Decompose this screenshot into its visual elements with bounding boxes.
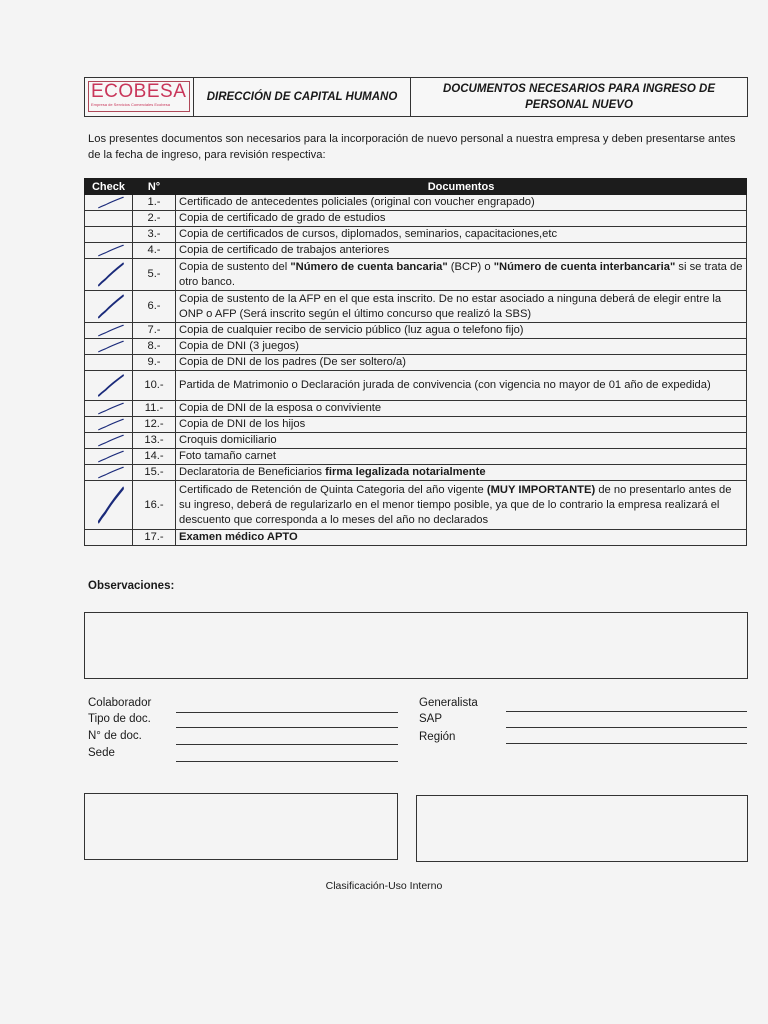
text: Copia de certificados de cursos, diplomados, seminarios, capacitaciones,etc — [179, 228, 558, 240]
handwritten-check-icon — [85, 433, 132, 448]
row-number: 9.- — [133, 355, 176, 371]
document-description — [176, 401, 747, 417]
table-row — [85, 355, 747, 371]
check-cell[interactable] — [85, 481, 133, 530]
check-cell[interactable] — [85, 465, 133, 481]
text: Copia de cualquier recibo de servicio público (luz agua o telefono fijo) — [179, 324, 524, 336]
check-cell[interactable] — [85, 417, 133, 433]
row-number: 7.- — [133, 323, 176, 339]
row-number: 10.- — [133, 371, 176, 401]
text: Copia de DNI de los padres (De ser soltero/a) — [179, 356, 406, 368]
check-cell[interactable] — [85, 323, 133, 339]
row-number: 11.- — [133, 401, 176, 417]
line-sede[interactable] — [176, 761, 398, 762]
document-description — [176, 291, 747, 323]
label-region: Región — [419, 731, 456, 743]
check-cell[interactable] — [85, 371, 133, 401]
document-description — [176, 195, 747, 211]
row-number: 3.- — [133, 227, 176, 243]
line-tipo-doc[interactable] — [176, 727, 398, 728]
row-number: 8.- — [133, 339, 176, 355]
label-colaborador: Colaborador — [88, 697, 152, 709]
handwritten-check-icon — [85, 339, 132, 354]
table-row — [85, 323, 747, 339]
row-number: 16.- — [133, 481, 176, 530]
table-row — [85, 259, 747, 291]
header-documents: Documentos — [176, 179, 747, 195]
check-cell[interactable] — [85, 355, 133, 371]
check-cell[interactable] — [85, 243, 133, 259]
table-row — [85, 433, 747, 449]
document-description — [176, 481, 747, 530]
text: Copia de DNI de los hijos — [179, 418, 306, 430]
logo-text: ECOBESA — [91, 81, 187, 102]
document-description — [176, 211, 747, 227]
table-row — [85, 417, 747, 433]
text: Certificado de antecedentes policiales (original con voucher engrapado) — [179, 196, 535, 208]
check-cell[interactable] — [85, 211, 133, 227]
bold-text: (MUY IMPORTANTE) — [486, 483, 596, 496]
row-number: 12.- — [133, 417, 176, 433]
document-description — [176, 339, 747, 355]
department-name: DIRECCIÓN DE CAPITAL HUMANO — [194, 78, 411, 116]
table-row — [85, 339, 747, 355]
table-row — [85, 371, 747, 401]
intro-paragraph: Los presentes documentos son necesarios para la incorporación de nuevo personal a nuestra empresa y deben presentarse antes de la fecha de ingreso, para revisión respectiva: — [88, 133, 736, 161]
handwritten-check-icon — [85, 323, 132, 338]
logo-subtext: Empresa de Servicios Comerciales Ecobesa — [91, 102, 170, 107]
handwritten-check-icon — [85, 195, 132, 210]
text: si se trata de otro banco. — [179, 260, 743, 288]
check-cell[interactable] — [85, 449, 133, 465]
line-sap[interactable] — [506, 727, 747, 728]
handwritten-check-icon — [85, 243, 132, 258]
document-description — [176, 417, 747, 433]
handwritten-check-icon — [85, 481, 132, 529]
signature-box-left[interactable] — [84, 793, 398, 860]
table-row — [85, 243, 747, 259]
document-description — [176, 323, 747, 339]
document-description — [176, 371, 747, 401]
row-number: 14.- — [133, 449, 176, 465]
label-sap: SAP — [419, 713, 443, 725]
signature-box-right[interactable] — [416, 795, 748, 862]
check-cell[interactable] — [85, 259, 133, 291]
handwritten-check-icon — [85, 291, 132, 322]
text: Certificado de Retención de Quinta Categoria del año vigente — [179, 483, 487, 496]
bold-text: Examen médico APTO — [179, 531, 298, 543]
table-row — [85, 195, 747, 211]
document-description — [176, 227, 747, 243]
handwritten-check-icon — [85, 259, 132, 290]
handwritten-check-icon — [85, 465, 132, 480]
header-number: N° — [133, 179, 176, 195]
text: Foto tamaño carnet — [179, 450, 277, 462]
row-number: 2.- — [133, 211, 176, 227]
line-colaborador[interactable] — [176, 712, 398, 713]
text: Copia de DNI de la esposa o conviviente — [179, 402, 382, 414]
table-row — [85, 227, 747, 243]
document-header — [84, 77, 748, 117]
row-number: 5.- — [133, 259, 176, 291]
line-region[interactable] — [506, 743, 747, 744]
check-cell[interactable] — [85, 339, 133, 355]
observations-label: Observaciones: — [88, 580, 175, 592]
line-num-doc[interactable] — [176, 744, 398, 745]
table-row — [85, 481, 747, 530]
label-tipo-doc: Tipo de doc. — [88, 713, 151, 725]
text: Declaratoria de Beneficiarios — [179, 466, 326, 478]
handwritten-check-icon — [85, 417, 132, 432]
document-description — [176, 530, 747, 546]
text: Copia de sustento de la AFP en el que esta inscrito. De no estar asociado a ninguna deberá de elegir entre la ONP o AFP (Será inscrito según el último concurso que realizó la SBS) — [179, 292, 722, 320]
company-logo — [85, 78, 194, 116]
label-num-doc: N° de doc. — [88, 730, 142, 742]
handwritten-check-icon — [85, 449, 132, 464]
document-description — [176, 449, 747, 465]
check-cell[interactable] — [85, 530, 133, 546]
check-cell[interactable] — [85, 227, 133, 243]
row-number: 15.- — [133, 465, 176, 481]
text: Copia de sustento del — [179, 260, 291, 273]
header-check: Check — [85, 179, 133, 195]
document-description — [176, 433, 747, 449]
text: Croquis domiciliario — [179, 434, 277, 446]
document-description — [176, 259, 747, 291]
check-cell[interactable] — [85, 291, 133, 323]
check-cell[interactable] — [85, 195, 133, 211]
check-cell[interactable] — [85, 401, 133, 417]
text: Partida de Matrimonio o Declaración jurada de convivencia (con vigencia no mayor de 01 año de expedida) — [179, 379, 711, 391]
check-cell[interactable] — [85, 433, 133, 449]
bold-text: firma legalizada notarialmente — [325, 466, 486, 478]
handwritten-check-icon — [85, 401, 132, 416]
document-description — [176, 243, 747, 259]
table-row — [85, 401, 747, 417]
line-generalista[interactable] — [506, 711, 747, 712]
table-row — [85, 291, 747, 323]
handwritten-check-icon — [85, 371, 132, 400]
bold-text: "Número de cuenta bancaria" — [290, 260, 448, 273]
text: Copia de certificado de grado de estudios — [179, 212, 386, 224]
text: Copia de DNI (3 juegos) — [179, 340, 300, 352]
table-header-row — [85, 179, 747, 195]
document-description — [176, 355, 747, 371]
document-description — [176, 465, 747, 481]
table-row — [85, 211, 747, 227]
row-number: 6.- — [133, 291, 176, 323]
table-row — [85, 465, 747, 481]
classification-footer: Clasificación-Uso Interno — [325, 880, 443, 892]
text: (BCP) o — [447, 260, 494, 273]
label-generalista: Generalista — [419, 697, 478, 709]
row-number: 17.- — [133, 530, 176, 546]
observations-box[interactable] — [84, 612, 748, 679]
row-number: 1.- — [133, 195, 176, 211]
row-number: 13.- — [133, 433, 176, 449]
bold-text: "Número de cuenta interbancaria" — [493, 260, 676, 273]
table-row — [85, 449, 747, 465]
row-number: 4.- — [133, 243, 176, 259]
text: de no presentarlo antes de su ingreso, deberá de regularizarlo en el menor tiempo posible, ya que de lo contrario la empresa realizará el descuento que corresponda a lo meses del año no declarados — [179, 483, 732, 526]
document-title: DOCUMENTOS NECESARIOS PARA INGRESO DE PERSONAL NUEVO — [443, 83, 715, 111]
table-row — [85, 530, 747, 546]
label-sede: Sede — [88, 747, 115, 759]
text: Copia de certificado de trabajos anteriores — [179, 244, 390, 256]
documents-table — [84, 178, 747, 546]
